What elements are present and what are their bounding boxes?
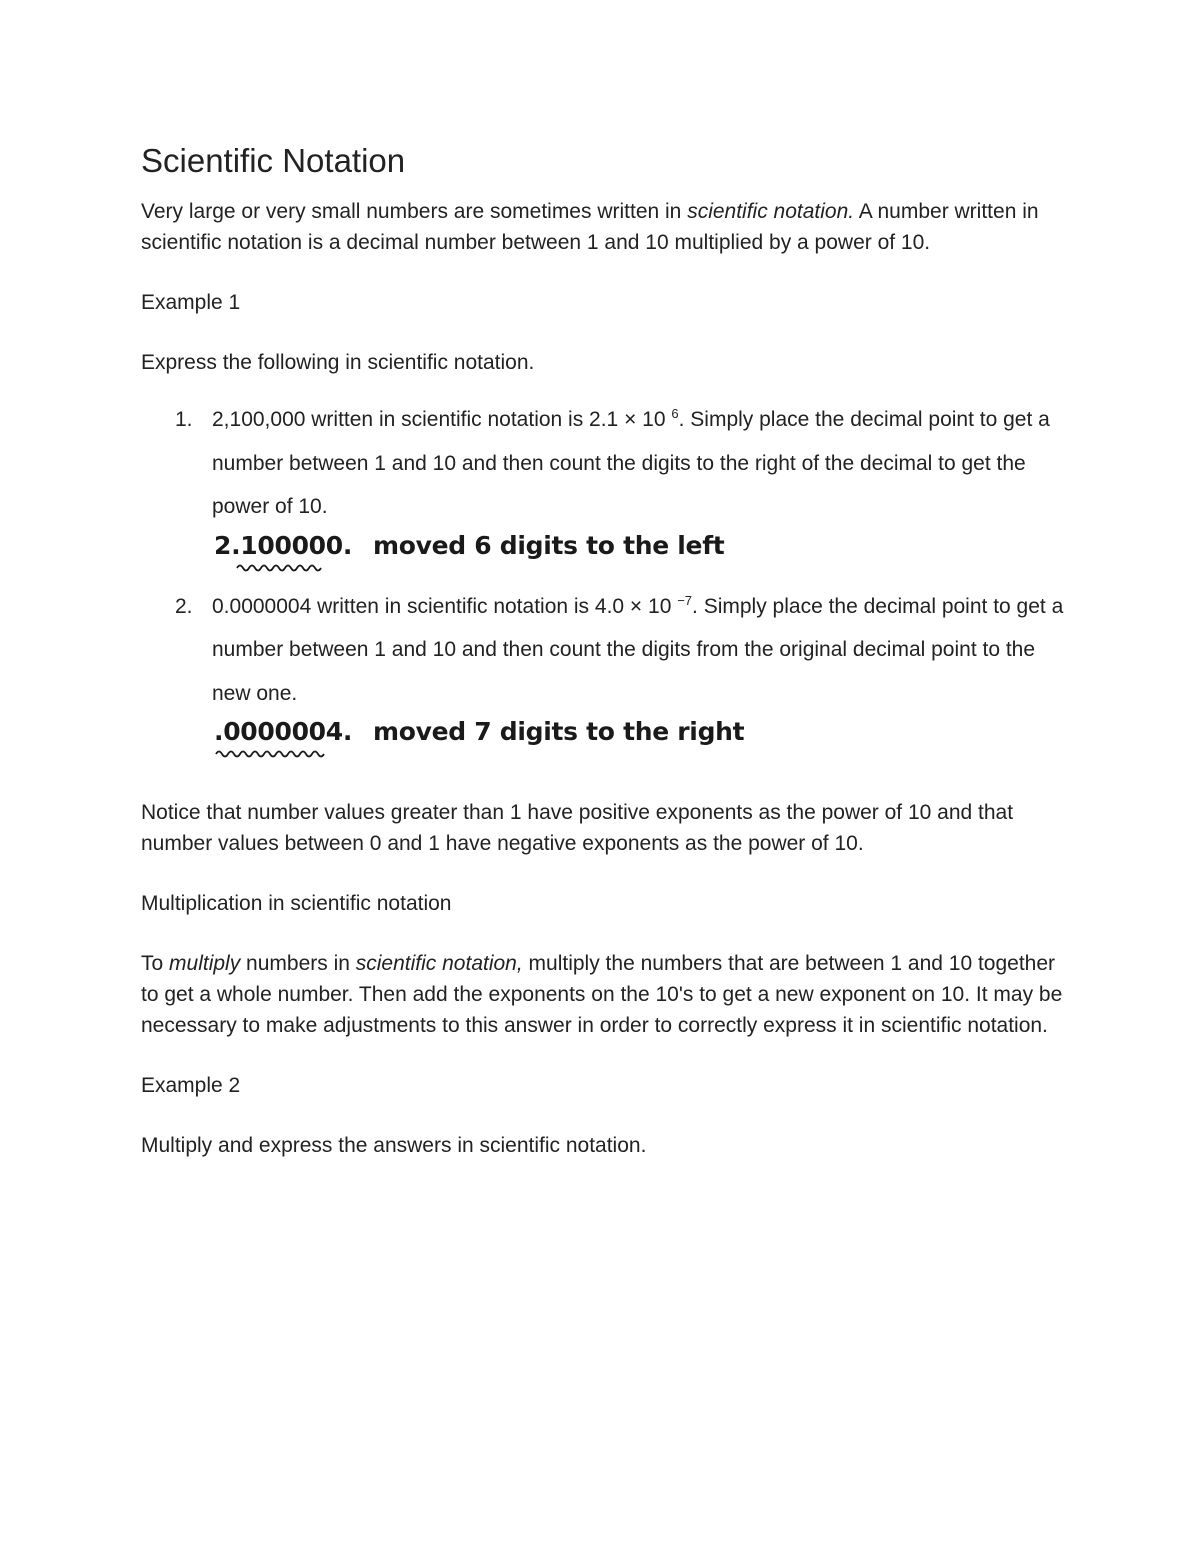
decimal-shift-figure — [141, 715, 1071, 771]
intro-paragraph — [141, 196, 1071, 258]
intro-text-start: Very large or very small numbers are sometimes written in — [141, 200, 688, 223]
list-item-text-start: 0.0000004 written in scientific notation is 4.0 × 10 — [212, 594, 678, 618]
example2-heading: Example 2 — [141, 1074, 241, 1097]
example2-instruction: Multiply and express the answers in scientific notation. — [141, 1134, 647, 1157]
multiplication-heading: Multiplication in scientific notation — [141, 892, 452, 915]
list-item — [141, 398, 1071, 529]
exponent: 6 — [671, 406, 679, 421]
figure-number: .0000004. — [214, 717, 353, 746]
list-item-text-end: . Simply place the decimal point to get a number between 1 and 10 and then count the digits from the original decimal point to the new one. — [212, 594, 1064, 705]
list-item-text-start: 2,100,000 written in scientific notation is 2.1 × 10 — [212, 408, 672, 431]
page-title: Scientific Notation — [141, 142, 406, 179]
mult-text-1: To — [141, 952, 170, 975]
wavy-underline-icon — [214, 562, 334, 574]
exponent: −7 — [677, 592, 693, 608]
decimal-shift-figure — [141, 529, 1071, 585]
mult-term-notation: scientific notation, — [355, 952, 523, 975]
example1-list — [141, 398, 1071, 771]
mult-term-multiply: multiply — [169, 952, 241, 975]
mult-text-2: numbers in — [240, 952, 356, 975]
list-item-number: 1. — [175, 408, 193, 431]
list-item-number: 2. — [175, 594, 193, 618]
intro-term: scientific notation. — [687, 200, 855, 223]
spacer — [141, 771, 1071, 797]
mult-text-3: multiply the numbers that are between 1 and 10 together to get a whole number. Then add the exponents on the 10's to get a new exponent on 10. It may be necessary to make adjustments to this answer in order to correctly express it in scientific notation. — [141, 952, 1063, 1037]
multiplication-paragraph — [141, 948, 1071, 1041]
wavy-underline-icon — [214, 748, 334, 760]
example1-heading: Example 1 — [141, 291, 241, 314]
intro-text-end: A number written in scientific notation is a decimal number between 1 and 10 multiplied by a power of 10. — [141, 200, 1039, 254]
document-content — [141, 140, 1071, 1190]
list-item-text-end: . Simply place the decimal point to get a number between 1 and 10 and then count the digits to the right of the decimal to get the power of 10. — [212, 408, 1050, 518]
example1-instruction: Express the following in scientific notation. — [141, 351, 535, 374]
notice-paragraph: Notice that number values greater than 1 have positive exponents as the power of 10 and that number values between 0 and 1 have negative exponents as the power of 10. — [141, 801, 1014, 855]
list-item — [141, 585, 1071, 716]
figure-caption: moved 6 digits to the left — [373, 530, 725, 560]
figure-caption: moved 7 digits to the right — [373, 717, 745, 746]
figure-number: 2.100000. — [214, 530, 353, 560]
